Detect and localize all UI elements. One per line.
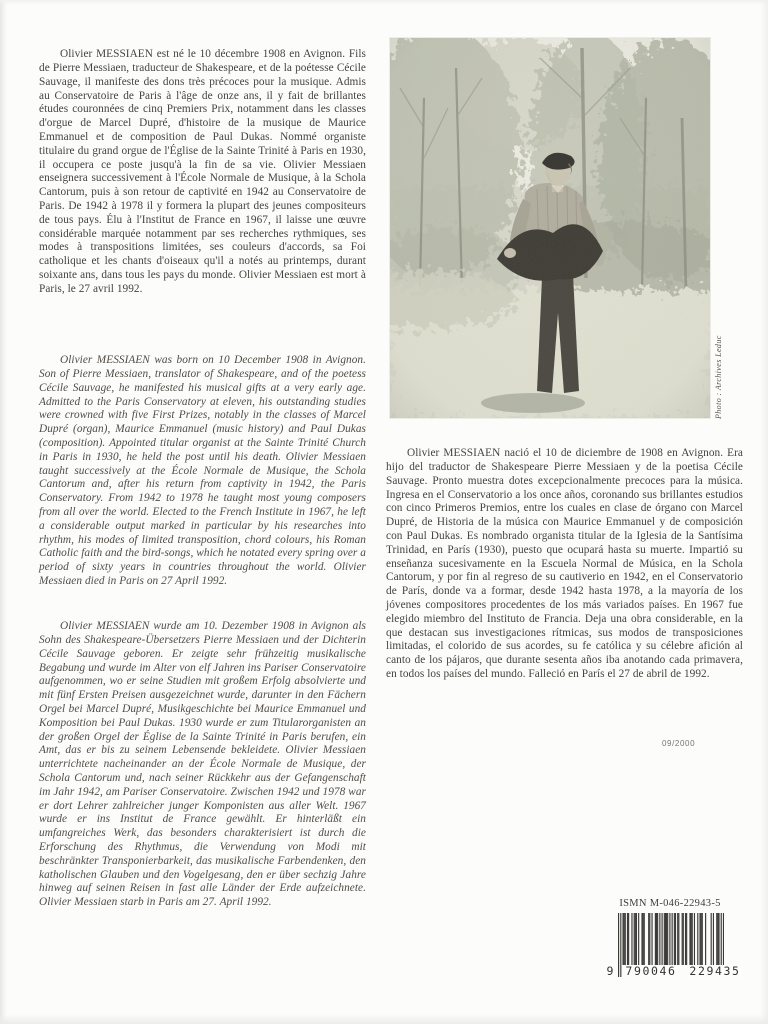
messiaen-photo [390, 38, 710, 418]
biography-german: Olivier MESSIAEN wurde am 10. Dezember 1908 in Avignon als Sohn des Shakespeare-Übersetzers Pierre Messiaen und der Dichterin Cécile Sauvage geboren. Er zeigte sehr frühzeitig musikalische Begabung und wurde im Alter von elf Jahren ins Pariser Conservatoire aufgenommen, wo er seine Studien mit großem Erfolg absolvierte und mit fünf Ersten Preisen ausgezeichnet wurde, darunter in den Fächern Orgel bei Marcel Dupré, Musikgeschichte bei Maurice Emmanuel und Komposition bei Paul Dukas. 1930 wurde er zum Titularorganisten an der großen Orgel der Église de la Sainte Trinité in Paris berufen, ein Amt, das er bis zu seinem Lebensende bekleidete. Olivier Messiaen unterrichtete nacheinander an der École Normale de Musique, der Schola Cantorum und, nach seiner Rückkehr aus der Gefangenschaft im Jahr 1942, am Pariser Conservatoire. Zwischen 1942 und 1978 war er dort Lehrer zahlreicher junger Komponisten aus aller Welt. 1967 wurde er ins Institut de France gewählt. Er hinterläßt ein umfangreiches Werk, das besonders charakterisiert ist durch die Erforschung des Rhythmus, die Verwendung von Modi mit beschränkter Transponierbarkeit, das musikalische Farbendenken, den katholischen Glauben und den Vogelgesang, den er über sechzig Jahre hinweg auf seinen Reisen in fast alle Länder der Erde aufzeichnete. Olivier Messiaen starb in Paris am 27. April 1992. [39, 620, 366, 909]
barcode-lead-digit: 9 [606, 964, 614, 978]
page-edge-bottom [0, 1014, 768, 1024]
messiaen-photo-illustration [390, 38, 710, 418]
page-edge-top [0, 0, 768, 5]
edition-note: 09/2000 [662, 739, 696, 748]
ean13-barcode [604, 913, 741, 983]
biography-spanish: Olivier MESSIAEN nació el 10 de diciembre de 1908 en Avignon. Era hijo del traductor de Shakespeare Pierre Messiaen y de la poetisa Cécile Sauvage. Pronto muestra dotes excepcionalmente precoces para la música. Ingresa en el Conservatorio a los once años, coronando sus brillantes estudios con cinco Primeros Premios, entre los cuales en clase de órgano con Marcel Dupré, de Historia de la música con Maurice Emmanuel y de composición con Paul Dukas. Es nombrado organista titular de la Iglesia de la Santísima Trinidad, en París (1930), puesto que ocupará hasta su muerte. Impartió su enseñanza sucesivamente en la Escuela Normal de Música, en la Schola Cantorum, y por fin al regreso de su cautiverio en 1942, en el Conservatorio de París, donde va a formar, desde 1942 hasta 1978, a la mayoría de los jóvenes compositores procedentes de los más variados países. En 1967 fue elegido miembro del Instituto de Francia. Deja una obra considerable, en la que destacan sus investigaciones rítmicas, sus modos de transposiciones limitadas, el colorido de sus acordes, su fe católica y su célebre afición al canto de los pájaros, que durante sesenta años iba anotando cada primavera, en todos los países del mundo. Falleció en París el 27 de abril de 1992. [386, 447, 743, 681]
barcode-group2: 229435 [687, 965, 743, 978]
biography-english: Olivier MESSIAEN was born on 10 December 1908 in Avignon. Son of Pierre Messiaen, translator of Shakespeare, and of the poetess Cécile Sauvage, he manifested his musical gifts at a very early age. Admitted to the Paris Conservatory at eleven, his outstanding studies were crowned with five First Prizes, notably in the classes of Marcel Dupré (organ), Maurice Emmanuel (music history) and Paul Dukas (composition). Appointed titular organist at the Sainte Trinité Church in Paris in 1930, he held the post until his death. Olivier Messiaen taught successively at the École Normale de Musique, the Schola Cantorum and, after his return from captivity in 1942, the Paris Conservatory. From 1942 to 1978 he taught most young composers from all over the world. Elected to the French Institute in 1967, he left a considerable output marked in particular by his researches into rhythm, his modes of limited transposition, chord colours, his Roman Catholic faith and the bird-songs, which he notated every spring over a period of sixty years in countries throughout the world. Olivier Messiaen died in Paris on 27 April 1992. [39, 354, 366, 588]
biography-french: Olivier MESSIAEN est né le 10 décembre 1908 en Avignon. Fils de Pierre Messiaen, traducteur de Shakespeare, et de la poétesse Cécile Sauvage, il manifeste des dons très précoces pour la musique. Admis au Conservatoire de Paris à l'âge de onze ans, il y fait de brillantes études couronnées de cinq Premiers Prix, notamment dans les classes d'orgue de Marcel Dupré, d'histoire de la musique de Maurice Emmanuel et de composition de Paul Dukas. Nommé organiste titulaire du grand orgue de l'Église de la Sainte Trinité à Paris en 1930, il occupera ce poste jusqu'à la fin de sa vie. Olivier Messiaen enseignera successivement à l'École Normale de Musique, à la Schola Cantorum, puis à son retour de captivité en 1942 au Conservatoire de Paris. De 1942 à 1978 il y formera la plupart des jeunes compositeurs de tous pays. Élu à l'Institut de France en 1967, il laisse une œuvre considérable marquée notamment par ses recherches rythmiques, ses modes à transpositions limitées, ses couleurs d'accords, sa Foi catholique et les chants d'oiseaux qu'il a notés au printemps, durant soixante ans, dans tous les pays du monde. Olivier Messiaen est mort à Paris, le 27 avril 1992. [39, 48, 366, 295]
barcode-group1: 790046 [623, 965, 679, 978]
page-edge-left [0, 0, 7, 1024]
page-edge-right [760, 0, 768, 1024]
ismn-label: ISMN M-046-22943-5 [619, 898, 721, 909]
photo-credit: Photo : Archives Leduc [714, 335, 723, 419]
